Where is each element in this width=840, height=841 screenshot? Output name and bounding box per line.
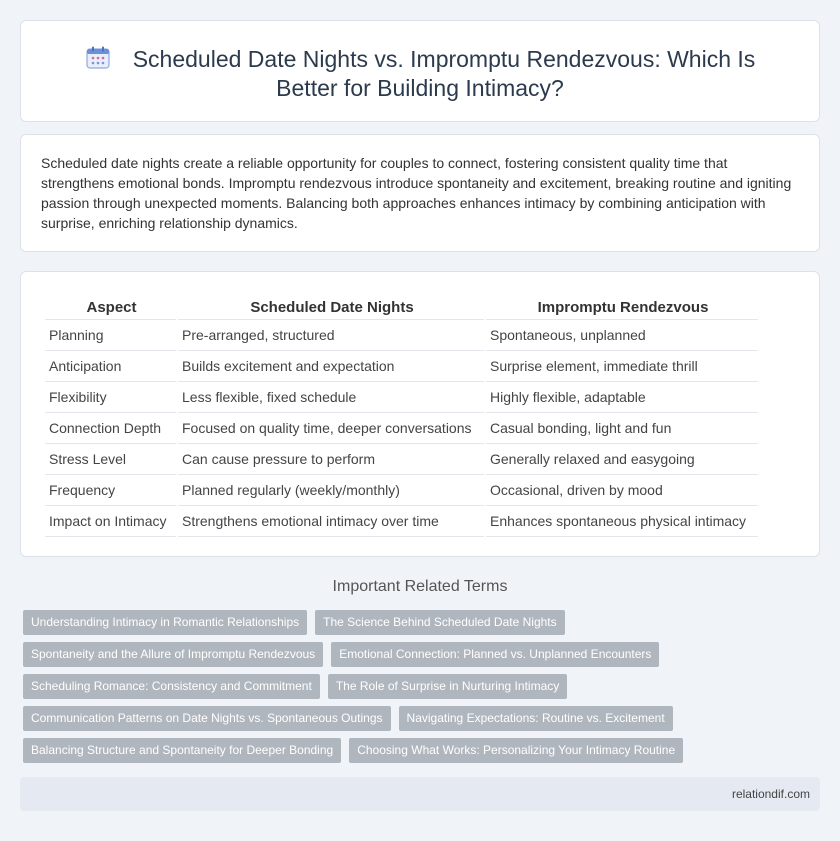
tag-row	[23, 706, 723, 738]
impromptu-cell: Spontaneous, unplanned	[486, 320, 758, 351]
tag-row	[23, 610, 723, 642]
tag-row	[23, 642, 723, 674]
summary-text: Scheduled date nights create a reliable opportunity for couples to connect, fostering consistent quality time that strengthens emotional bonds. Impromptu rendezvous introduce spontaneity and excitement, breaking routine and igniting passion through unexpected moments. Balancing both approaches enhances intimacy by combining anticipation with surprise, enriching relationship dynamics.	[41, 155, 792, 231]
scheduled-cell: Less flexible, fixed schedule	[178, 382, 484, 413]
scheduled-cell: Can cause pressure to perform	[178, 444, 484, 475]
scheduled-cell: Strengthens emotional intimacy over time	[178, 506, 484, 537]
page-title-wrap	[21, 45, 819, 103]
aspect-cell: Anticipation	[45, 351, 176, 382]
related-terms-list	[23, 610, 723, 770]
impromptu-cell: Casual bonding, light and fun	[486, 413, 758, 444]
comparison-table	[43, 296, 760, 537]
table-row	[45, 320, 758, 351]
table-row	[45, 444, 758, 475]
title-card	[20, 20, 820, 122]
table-row	[45, 351, 758, 382]
calendar-icon	[85, 46, 111, 70]
footer	[20, 777, 820, 811]
aspect-cell: Impact on Intimacy	[45, 506, 176, 537]
header-impromptu: Impromptu Rendezvous	[486, 296, 758, 320]
scheduled-cell: Builds excitement and expectation	[178, 351, 484, 382]
related-term-link[interactable]: Communication Patterns on Date Nights vs. Spontaneous Outings	[23, 706, 391, 731]
tag-row	[23, 738, 723, 770]
aspect-cell: Stress Level	[45, 444, 176, 475]
aspect-cell: Flexibility	[45, 382, 176, 413]
aspect-cell: Planning	[45, 320, 176, 351]
impromptu-cell: Occasional, driven by mood	[486, 475, 758, 506]
table-row	[45, 413, 758, 444]
impromptu-cell: Enhances spontaneous physical intimacy	[486, 506, 758, 537]
impromptu-cell: Generally relaxed and easygoing	[486, 444, 758, 475]
related-term-link[interactable]: Spontaneity and the Allure of Impromptu Rendezvous	[23, 642, 323, 667]
tag-row	[23, 674, 723, 706]
table-row	[45, 506, 758, 537]
impromptu-cell: Highly flexible, adaptable	[486, 382, 758, 413]
header-aspect: Aspect	[45, 296, 176, 320]
table-row	[45, 382, 758, 413]
scheduled-cell: Focused on quality time, deeper conversations	[178, 413, 484, 444]
related-term-link[interactable]: Understanding Intimacy in Romantic Relationships	[23, 610, 307, 635]
footer-site[interactable]: relationdif.com	[731, 787, 810, 801]
related-term-link[interactable]: Scheduling Romance: Consistency and Commitment	[23, 674, 320, 699]
related-term-link[interactable]: Navigating Expectations: Routine vs. Excitement	[399, 706, 673, 731]
page-title: Scheduled Date Nights vs. Impromptu Rendezvous: Which Is Better for Building Intimacy?	[132, 46, 756, 101]
related-terms-title: Important Related Terms	[332, 578, 508, 595]
impromptu-cell: Surprise element, immediate thrill	[486, 351, 758, 382]
scheduled-cell: Pre-arranged, structured	[178, 320, 484, 351]
related-term-link[interactable]: The Science Behind Scheduled Date Nights	[315, 610, 564, 635]
aspect-cell: Connection Depth	[45, 413, 176, 444]
related-term-link[interactable]: Balancing Structure and Spontaneity for Deeper Bonding	[23, 738, 341, 763]
scheduled-cell: Planned regularly (weekly/monthly)	[178, 475, 484, 506]
aspect-cell: Frequency	[45, 475, 176, 506]
comparison-table-card	[20, 271, 820, 557]
header-scheduled: Scheduled Date Nights	[178, 296, 484, 320]
table-row	[45, 475, 758, 506]
summary-card	[20, 134, 820, 252]
table-header-row	[45, 296, 758, 320]
related-term-link[interactable]: The Role of Surprise in Nurturing Intimacy	[328, 674, 567, 699]
related-term-link[interactable]: Choosing What Works: Personalizing Your Intimacy Routine	[349, 738, 683, 763]
related-term-link[interactable]: Emotional Connection: Planned vs. Unplanned Encounters	[331, 642, 659, 667]
